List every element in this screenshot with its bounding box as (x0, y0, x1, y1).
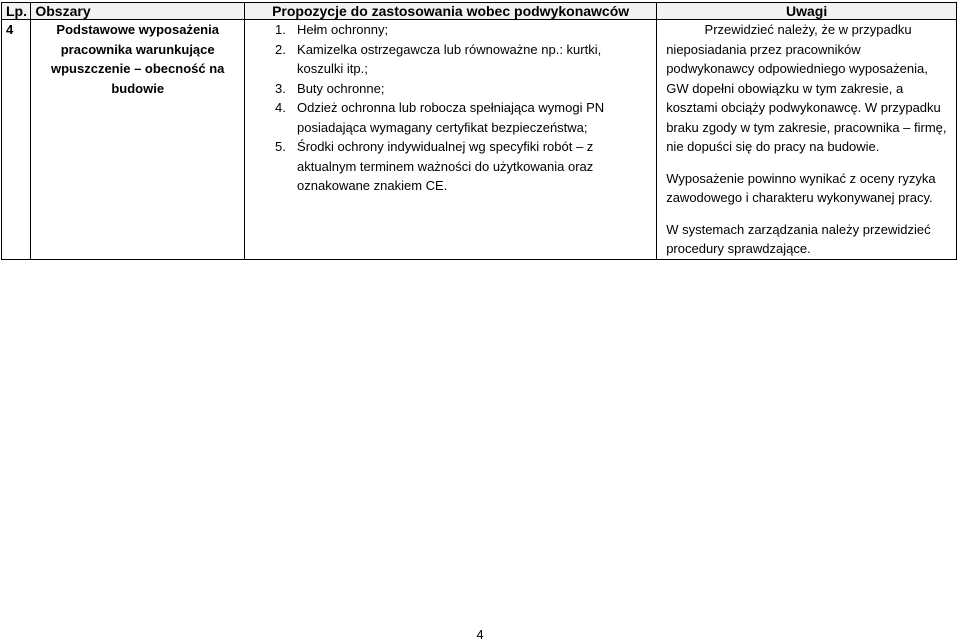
header-proposals: Propozycje do zastosowania wobec podwykonawców (245, 3, 657, 20)
table-row (2, 20, 957, 260)
remark-first-line: Przewidzieć należy, że w przypadku (704, 22, 912, 37)
proposal-text: Hełm ochronny; (297, 22, 389, 37)
proposals-list (245, 20, 656, 196)
remark-paragraph-2: Wyposażenie powinno wynikać z oceny ryzyka zawodowego i charakteru wykonywanej pracy. (666, 170, 936, 205)
row-lp: 4 (2, 20, 31, 260)
row-remarks (657, 20, 957, 260)
header-remarks: Uwagi (657, 3, 957, 20)
page-number: 4 (476, 627, 484, 642)
row-proposals (245, 20, 657, 260)
proposal-item (245, 79, 656, 99)
proposal-text: Środki ochrony indywidualnej wg specyfiki robót – z aktualnym terminem ważności do użytkowania oraz oznakowane znakiem CE. (297, 139, 594, 193)
proposal-text: Kamizelka ostrzegawcza lub równoważne np.: kurtki, koszulki itp.; (297, 41, 602, 76)
table-header-row (2, 3, 957, 20)
remark-paragraph-3: W systemach zarządzania należy przewidzieć procedury sprawdzające. (666, 221, 931, 256)
requirements-table (1, 2, 957, 260)
header-area: Obszary (31, 3, 245, 20)
remark-paragraph-1: nieposiadania przez pracowników podwykonawcy odpowiedniego wyposażenia, GW dopełni obowiązku w tym zakresie, a kosztami obciąży podwykonawcę. W przypadku braku zgody w tym zakresie, pracownika – firmę, nie dopuści się do pracy na budowie. (666, 41, 947, 154)
proposal-item (245, 20, 656, 40)
proposal-number: 5. (275, 139, 286, 154)
proposal-number: 3. (275, 80, 286, 96)
proposal-number: 1. (275, 22, 286, 37)
proposal-text: Buty ochronne; (297, 80, 385, 96)
row-area: Podstawowe wyposażenia pracownika warunkujące wpuszczenie – obecność na budowie (31, 20, 245, 260)
proposal-text: Odzież ochronna lub robocza spełniająca wymogi PN posiadająca wymagany certyfikat bezpieczeństwa; (297, 100, 605, 135)
header-lp: Lp. (2, 3, 31, 20)
proposal-number: 4. (275, 100, 286, 115)
proposal-item (245, 40, 656, 79)
proposal-item (245, 98, 656, 137)
proposal-item (245, 137, 656, 196)
proposal-number: 2. (275, 41, 286, 57)
